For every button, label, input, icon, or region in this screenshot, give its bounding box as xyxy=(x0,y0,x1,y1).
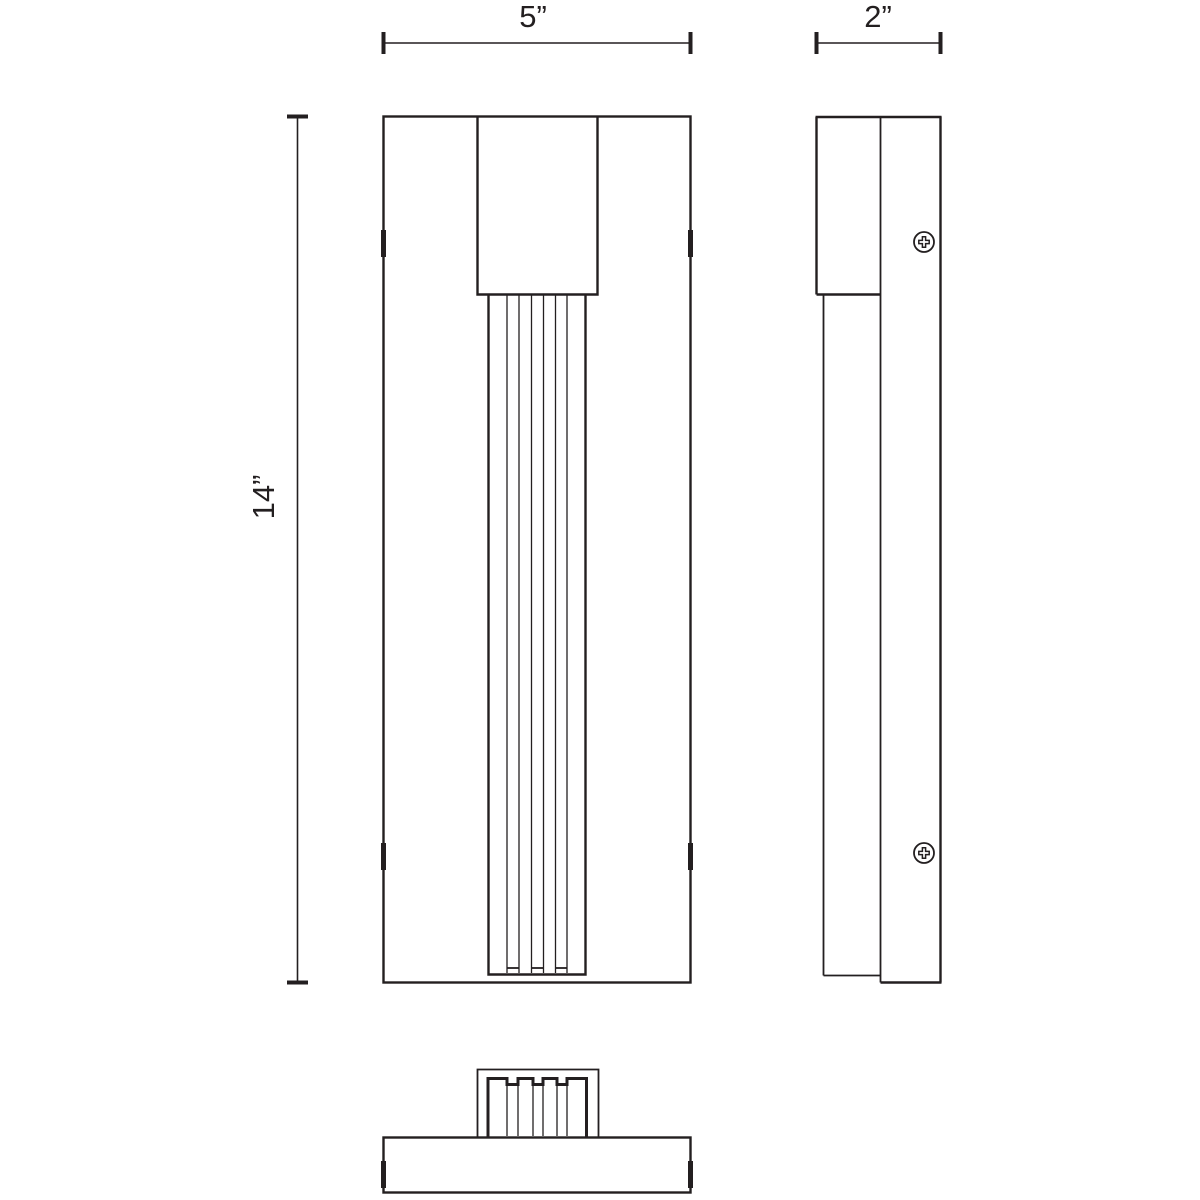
width-dimension xyxy=(384,0,691,54)
width-dimension-label: 5” xyxy=(519,0,547,34)
phillips-screw-bottom-icon xyxy=(914,843,934,863)
screw-head-circle xyxy=(914,843,934,863)
front-mounting-clips xyxy=(384,230,691,870)
screw-cross-slot xyxy=(919,237,929,247)
bottom-flute-profile xyxy=(488,1079,587,1138)
bottom-mounting-clips xyxy=(384,1161,691,1188)
front-column-flutes xyxy=(507,295,567,973)
front-top-block xyxy=(478,117,598,295)
screw-head-circle xyxy=(914,232,934,252)
bottom-plate-outline xyxy=(384,1138,691,1193)
depth-dimension-label: 2” xyxy=(864,0,892,34)
screw-cross-slot xyxy=(919,848,929,858)
front-column-outline xyxy=(489,295,586,975)
side-view xyxy=(816,117,942,983)
front-body-outline xyxy=(384,117,691,983)
bottom-flute-lines xyxy=(507,1085,567,1137)
phillips-screw-top-icon xyxy=(914,232,934,252)
depth-dimension xyxy=(817,0,941,54)
height-dimension-label: 14” xyxy=(246,474,281,520)
front-view xyxy=(384,117,691,983)
bottom-view xyxy=(384,1070,691,1193)
height-dimension xyxy=(246,117,308,983)
